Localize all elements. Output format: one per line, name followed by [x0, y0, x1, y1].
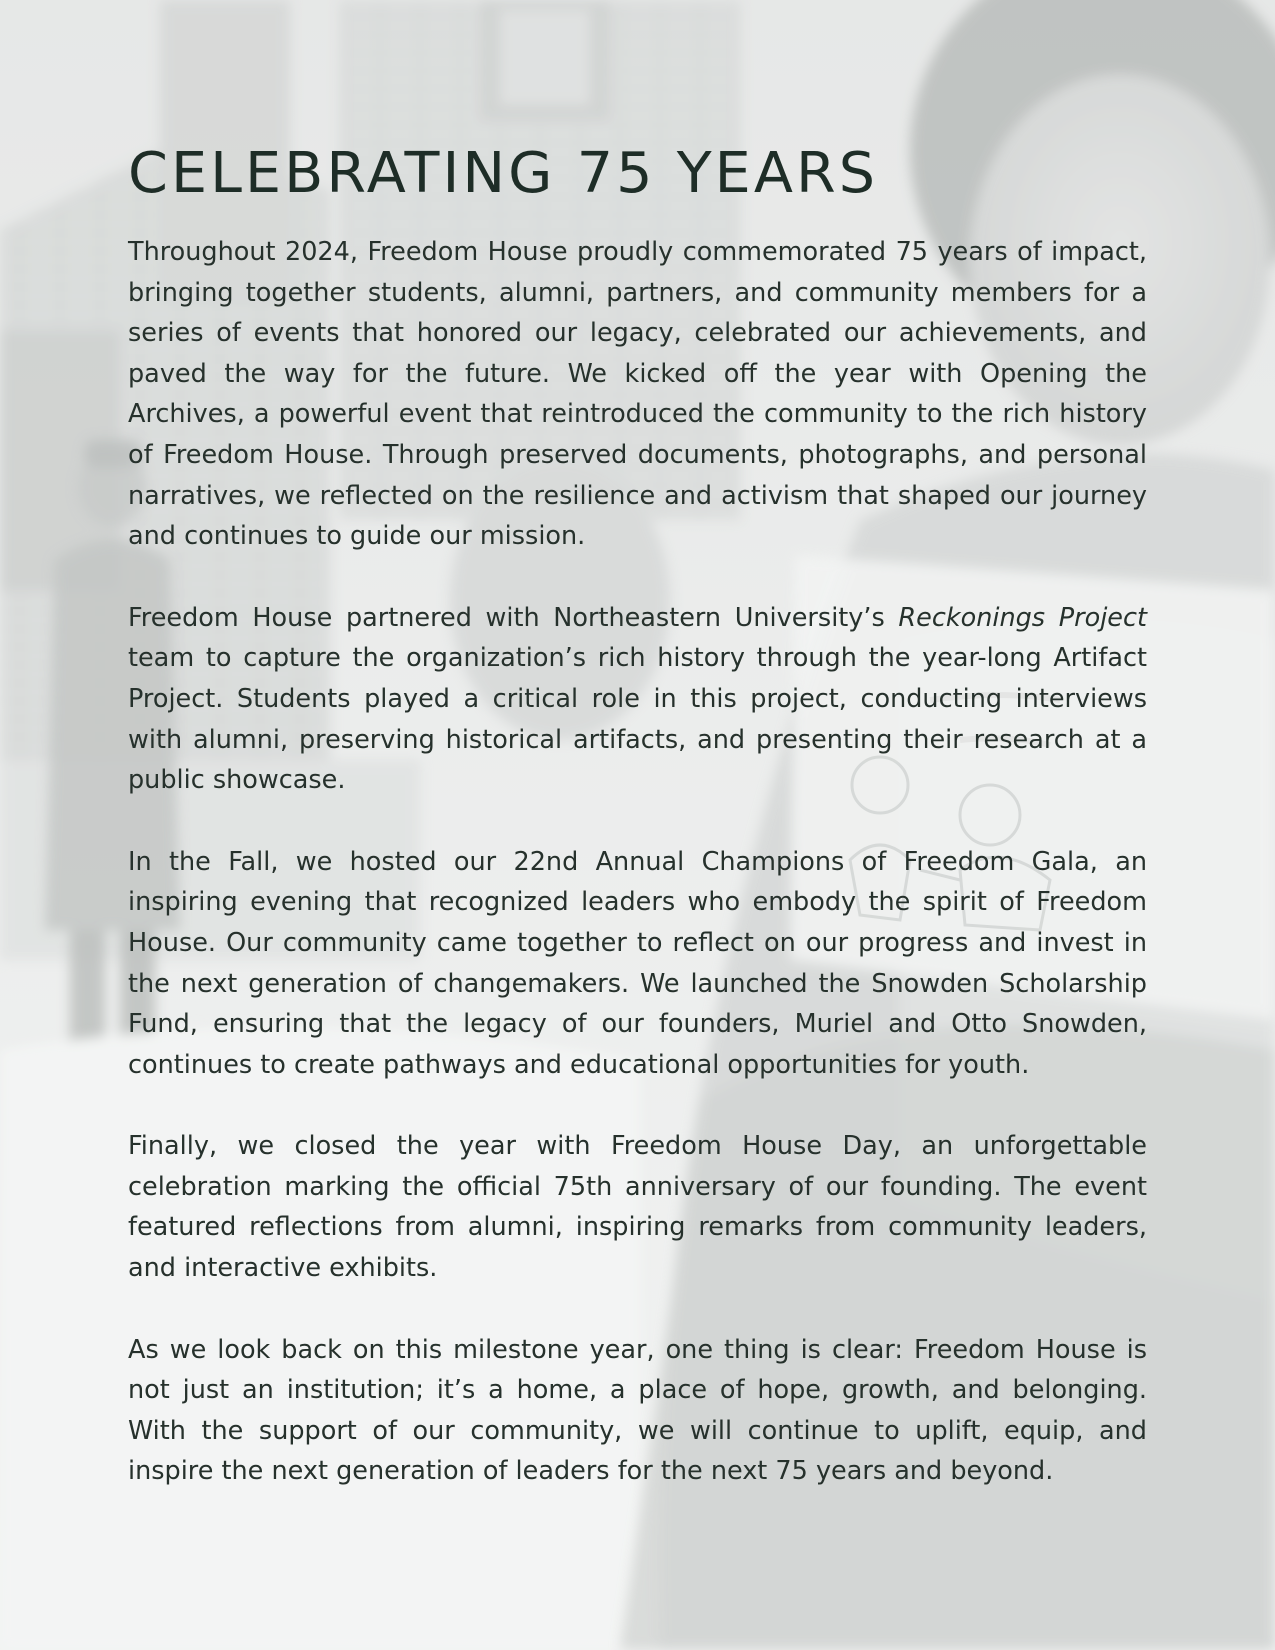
reckonings-project-name: Reckonings Project — [898, 602, 1147, 633]
paragraph-artifact-project-lead: Freedom House partnered with Northeastern University’s — [128, 602, 899, 633]
paragraph-freedom-house-day: Finally, we closed the year with Freedom House Day, an unforgettable celebration marking the official 75th anniversary of our founding. The event featured reflections from alumni, inspiring remarks from community leaders, and interactive exhibits. — [128, 1131, 1147, 1284]
paragraph-artifact-project — [128, 598, 1147, 801]
page-title: CELEBRATING 75 YEARS — [128, 141, 879, 206]
paragraph-opening-archives: Throughout 2024, Freedom House proudly commemorated 75 years of impact, bringing together students, alumni, partners, and community members for a series of events that honored our legacy, celebrated our achievements, and paved the way for the future. We kicked off the year with Opening the Archives, a powerful event that reintroduced the community to the rich history of Freedom House. Through preserved documents, photographs, and personal narratives, we reflected on the resilience and activism that shaped our journey and continues to guide our mission. — [128, 237, 1147, 552]
paragraph-closing: As we look back on this milestone year, one thing is clear: Freedom House is not just an institution; it’s a home, a place of hope, growth, and belonging. With the support of our community, we will continue to uplift, equip, and inspire the next generation of leaders for the next 75 years and beyond. — [128, 1334, 1147, 1487]
paragraph-champions-gala: In the Fall, we hosted our 22nd Annual Champions of Freedom Gala, an inspiring evening that recognized leaders who embody the spirit of Freedom House. Our community came together to reflect on our progress and invest in the next generation of changemakers. We launched the Snowden Scholarship Fund, ensuring that the legacy of our founders, Muriel and Otto Snowden, continues to create pathways and educational opportunities for youth. — [128, 846, 1147, 1080]
content-area — [128, 138, 1147, 1533]
paragraph-artifact-project-rest: team to capture the organization’s rich history through the year-long Artifact Project. Students played a critical role in this project, conducting interviews with alumni, preserving historical artifacts, and presenting their research at a public showcase. — [128, 643, 1147, 796]
